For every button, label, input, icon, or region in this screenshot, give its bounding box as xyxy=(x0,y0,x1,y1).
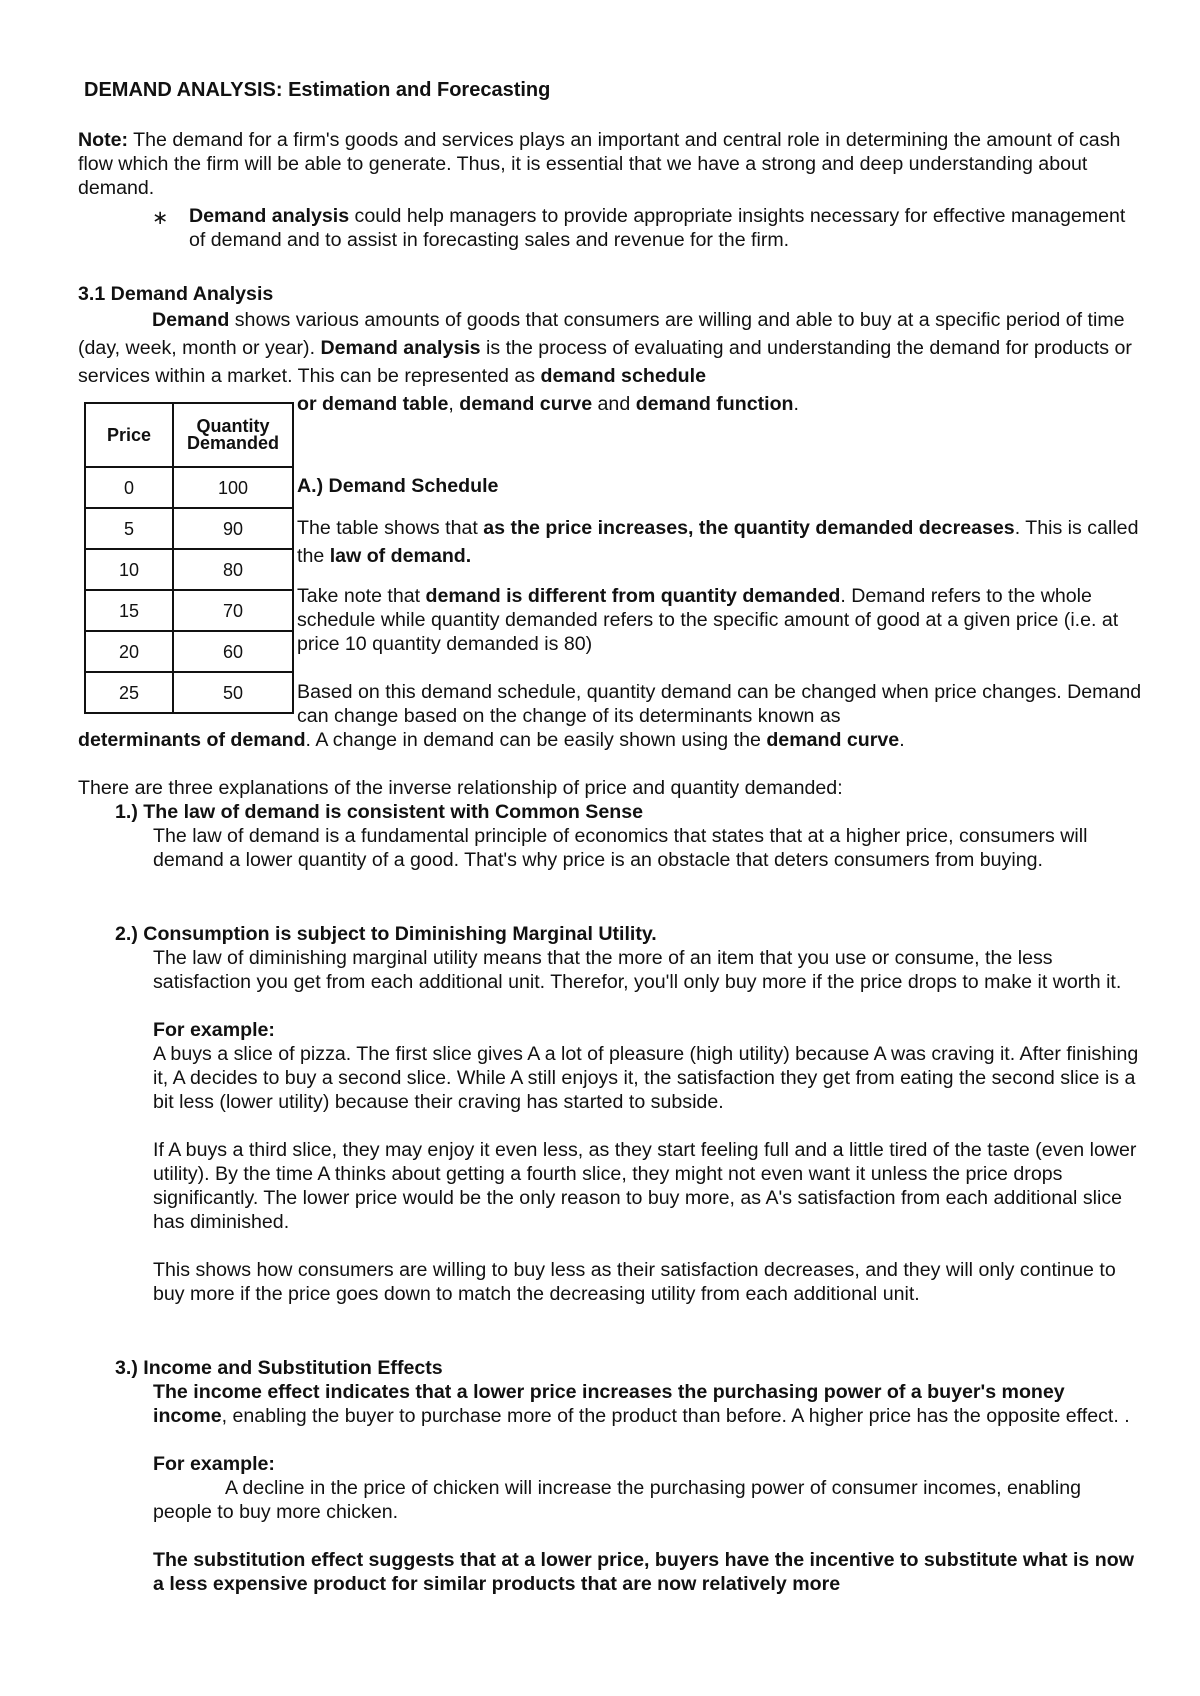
text-segment: . This is called the xyxy=(297,517,1139,567)
text-segment: is the process of evaluating and understanding the demand for products or services within a market. This can be represented as xyxy=(78,337,1132,387)
chicken-example: A decline in the price of chicken will increase the purchasing power of consumer incomes, enabling people to buy more chicken. xyxy=(153,1477,1082,1523)
bold-determinants: determinants of demand xyxy=(78,729,306,751)
law-of-demand-paragraph xyxy=(297,514,1147,570)
price-cell: 10 xyxy=(85,549,173,590)
quantity-cell: 60 xyxy=(173,631,293,672)
document-title: DEMAND ANALYSIS: Estimation and Forecasting xyxy=(84,79,551,101)
example-paragraph-2: If A buys a third slice, they may enjoy it even less, as they start feeling full and a little tired of the taste (even lower utility). By the time A thinks about getting a fourth slice, they might not even want it unless the price drops significantly. The lower price would be the only reason to buy more, as A's satisfaction from each additional slice has diminished. xyxy=(153,1139,1137,1233)
demand-definition-paragraph xyxy=(78,306,1138,390)
demand-change-paragraph: Based on this demand schedule, quantity demand can be changed when price changes. Demand can change based on the change of its determinants known as xyxy=(297,681,1142,727)
explanation-3-heading: 3.) Income and Substitution Effects xyxy=(115,1357,443,1379)
table-row xyxy=(85,672,293,713)
demand-analysis-bullet xyxy=(189,204,1139,252)
text-segment: . xyxy=(793,393,799,415)
header-quantity: Quantity Demanded xyxy=(173,403,293,467)
determinants-line xyxy=(78,728,1138,752)
bold-demand-schedule: demand schedule xyxy=(540,365,706,387)
bold-demand-analysis: Demand analysis xyxy=(320,337,481,359)
table-header-row xyxy=(85,403,293,467)
quantity-demanded-paragraph xyxy=(297,584,1147,656)
bullet-icon: ∗ xyxy=(152,207,169,229)
table-row xyxy=(85,467,293,508)
bold-demand-curve: demand curve xyxy=(766,729,900,751)
explanation-1-heading: 1.) The law of demand is consistent with Common Sense xyxy=(115,801,644,823)
quantity-cell: 50 xyxy=(173,672,293,713)
table-row xyxy=(85,590,293,631)
demand-schedule-table xyxy=(84,402,294,714)
explanation-2-text: The law of diminishing marginal utility means that the more of an item that you use or consume, the less satisfaction you get from each additional unit. Therefor, you'll only buy more if the price drops to make it worth it. xyxy=(153,947,1122,993)
text-segment: Take note that xyxy=(297,585,426,607)
bold-segment: demand is different from quantity demanded xyxy=(425,585,841,607)
explanation-1-text: The law of demand is a fundamental principle of economics that states that at a higher price, consumers will demand a lower quantity of a good. That's why price is an obstacle that deters consumers from buying. xyxy=(153,825,1088,871)
price-cell: 0 xyxy=(85,467,173,508)
text-segment: , xyxy=(448,393,460,415)
bold-law-of-demand: law of demand. xyxy=(329,545,472,567)
bold-segment: as the price increases, the quantity demanded decreases xyxy=(483,517,1015,539)
substitution-effect-paragraph: The substitution effect suggests that at a lower price, buyers have the incentive to substitute what is now a less expensive product for similar products that are now relatively more xyxy=(153,1549,1134,1595)
demand-representation-line xyxy=(297,392,1147,416)
bold-demand: Demand xyxy=(152,309,230,331)
price-cell: 15 xyxy=(85,590,173,631)
note-label: Note: xyxy=(78,129,129,151)
quantity-cell: 100 xyxy=(173,467,293,508)
bold-demand-curve: demand curve xyxy=(459,393,593,415)
table-row xyxy=(85,549,293,590)
price-cell: 25 xyxy=(85,672,173,713)
bold-demand-table: or demand table xyxy=(297,393,449,415)
example-label: For example: xyxy=(153,1453,275,1475)
note-text: The demand for a firm's goods and services plays an important and central role in determining the amount of cash flow which the firm will be able to generate. Thus, it is essential that we have a strong and deep understanding about demand. xyxy=(78,129,1121,199)
quantity-cell: 90 xyxy=(173,508,293,549)
demand-schedule-heading: A.) Demand Schedule xyxy=(297,475,499,497)
section-heading-3-1: 3.1 Demand Analysis xyxy=(78,283,274,305)
note-paragraph xyxy=(78,128,1138,200)
bullet-bold: Demand analysis xyxy=(189,205,350,227)
table-row xyxy=(85,631,293,672)
header-price: Price xyxy=(85,403,173,467)
text-segment: , enabling the buyer to purchase more of the product than before. A higher price has the opposite effect. . xyxy=(221,1405,1130,1427)
bold-income-effect: The income effect indicates that a lower price increases the purchasing power of a buyer's money income xyxy=(153,1381,1065,1427)
example-label: For example: xyxy=(153,1019,275,1041)
quantity-cell: 80 xyxy=(173,549,293,590)
bold-demand-function: demand function xyxy=(635,393,794,415)
text-segment: . xyxy=(899,729,905,751)
text-segment: . Demand refers to the whole schedule while quantity demanded refers to the specific amount of good at a given price (i.e. at price 10 quantity demanded is 80) xyxy=(297,585,1119,655)
text-segment: and xyxy=(592,393,636,415)
price-cell: 20 xyxy=(85,631,173,672)
bullet-text: could help managers to provide appropriate insights necessary for effective management of demand and to assist in forecasting sales and revenue for the firm. xyxy=(189,205,1126,251)
price-cell: 5 xyxy=(85,508,173,549)
table-row xyxy=(85,508,293,549)
quantity-cell: 70 xyxy=(173,590,293,631)
text-segment: . A change in demand can be easily shown using the xyxy=(305,729,767,751)
example-paragraph-1: A buys a slice of pizza. The first slice gives A a lot of pleasure (high utility) because A was craving it. After finishing it, A decides to buy a second slice. While A still enjoys it, the satisfaction they get from eating the second slice is a bit less (lower utility) because their craving has started to subside. xyxy=(153,1043,1139,1113)
income-effect-paragraph xyxy=(153,1380,1143,1428)
explanation-2-heading: 2.) Consumption is subject to Diminishing Marginal Utility. xyxy=(115,923,657,945)
text-segment: The table shows that xyxy=(297,517,484,539)
explanations-intro: There are three explanations of the inverse relationship of price and quantity demanded: xyxy=(78,777,843,799)
example-paragraph-3: This shows how consumers are willing to buy less as their satisfaction decreases, and they will only continue to buy more if the price goes down to match the decreasing utility from each additional unit. xyxy=(153,1259,1116,1305)
text-segment: shows various amounts of goods that consumers are willing and able to buy at a specific period of time (day, week, month or year). xyxy=(78,309,1125,359)
